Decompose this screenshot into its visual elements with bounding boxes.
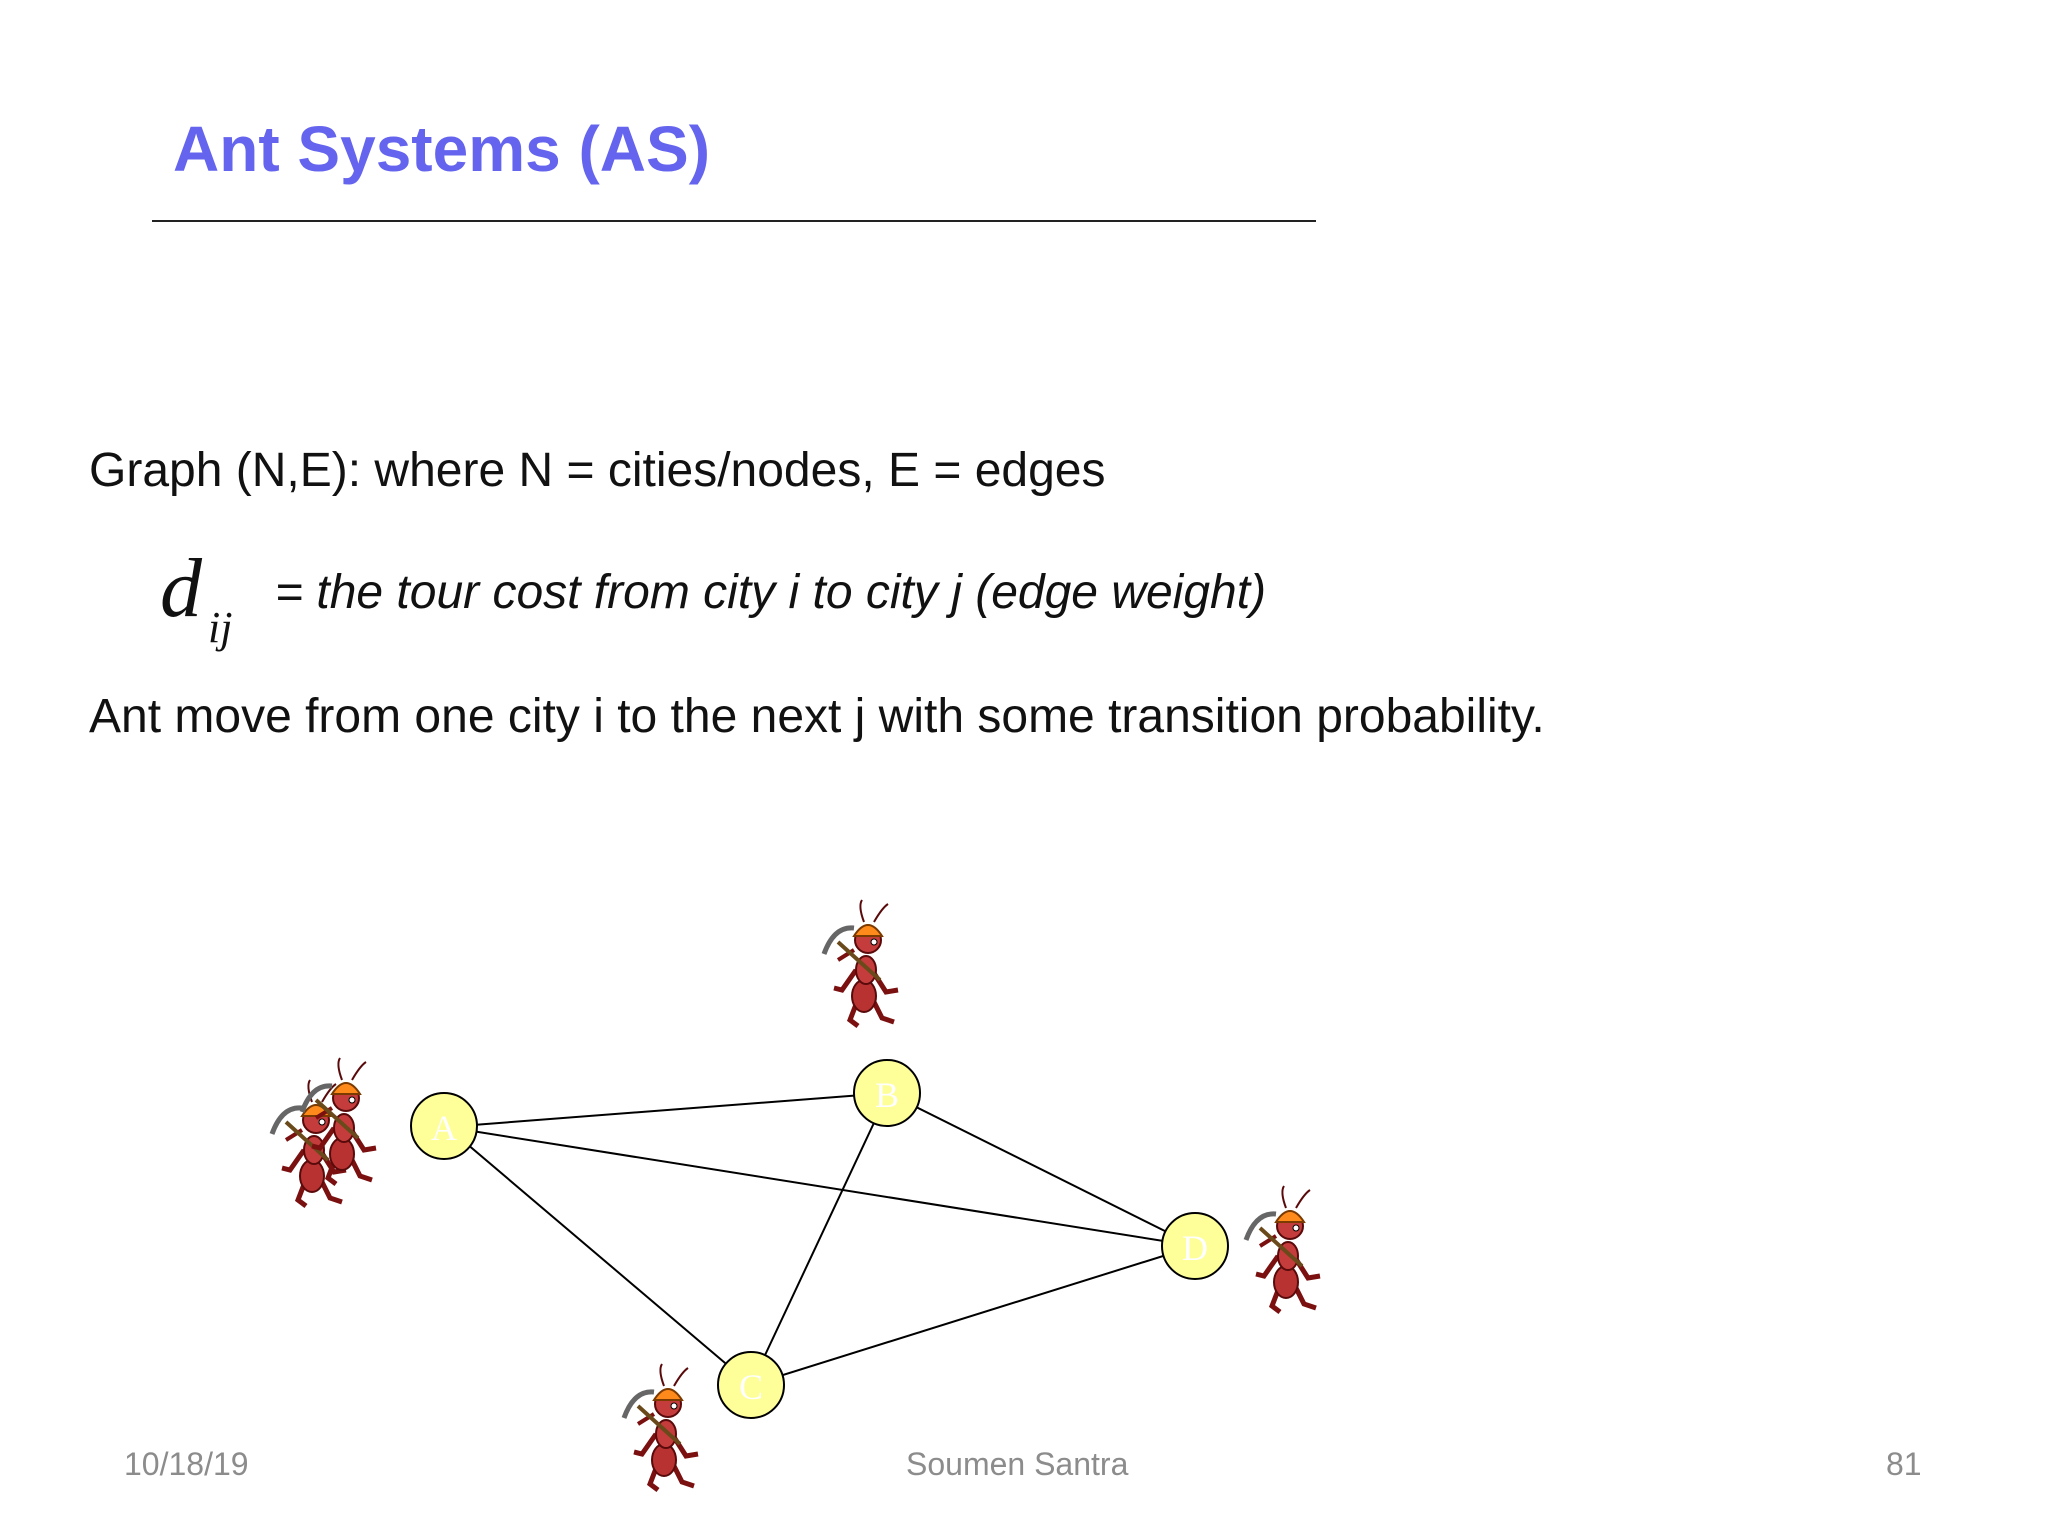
formula-description: = the tour cost from city i to city j (edge weight) <box>275 566 1267 619</box>
node-a <box>411 1093 477 1159</box>
ant-miner-icon <box>824 900 898 1026</box>
ant-miner-icon <box>1246 1186 1320 1312</box>
footer-author: Soumen Santra <box>906 1446 1129 1482</box>
footer-date: 10/18/19 <box>124 1446 249 1482</box>
graph-definition-text: Graph (N,E): where N = cities/nodes, E = edges <box>89 444 1106 497</box>
edge-a-b <box>447 1093 888 1127</box>
formula-symbol: d <box>160 542 202 635</box>
node-b <box>854 1060 920 1126</box>
node-c <box>718 1352 784 1418</box>
edge-c-d <box>751 1246 1195 1385</box>
node-d-label: D <box>1182 1228 1208 1268</box>
transition-text: Ant move from one city i to the next j with some transition probability. <box>89 690 1545 743</box>
graph-edges <box>447 1093 1195 1385</box>
edge-a-c <box>447 1127 751 1385</box>
ant-miner-icon <box>624 1364 698 1490</box>
node-a-label: A <box>431 1108 457 1148</box>
node-b-label: B <box>874 1075 900 1115</box>
page-number: 81 <box>1886 1446 1922 1482</box>
edge-b-d <box>888 1093 1195 1246</box>
node-c-label: C <box>738 1367 764 1407</box>
slide-title: Ant Systems (AS) <box>173 113 710 185</box>
edge-b-c <box>751 1093 888 1385</box>
node-d <box>1162 1213 1228 1279</box>
formula-subscript: ij <box>208 603 233 652</box>
edge-a-d <box>447 1127 1195 1246</box>
ant-icons <box>272 900 1320 1490</box>
